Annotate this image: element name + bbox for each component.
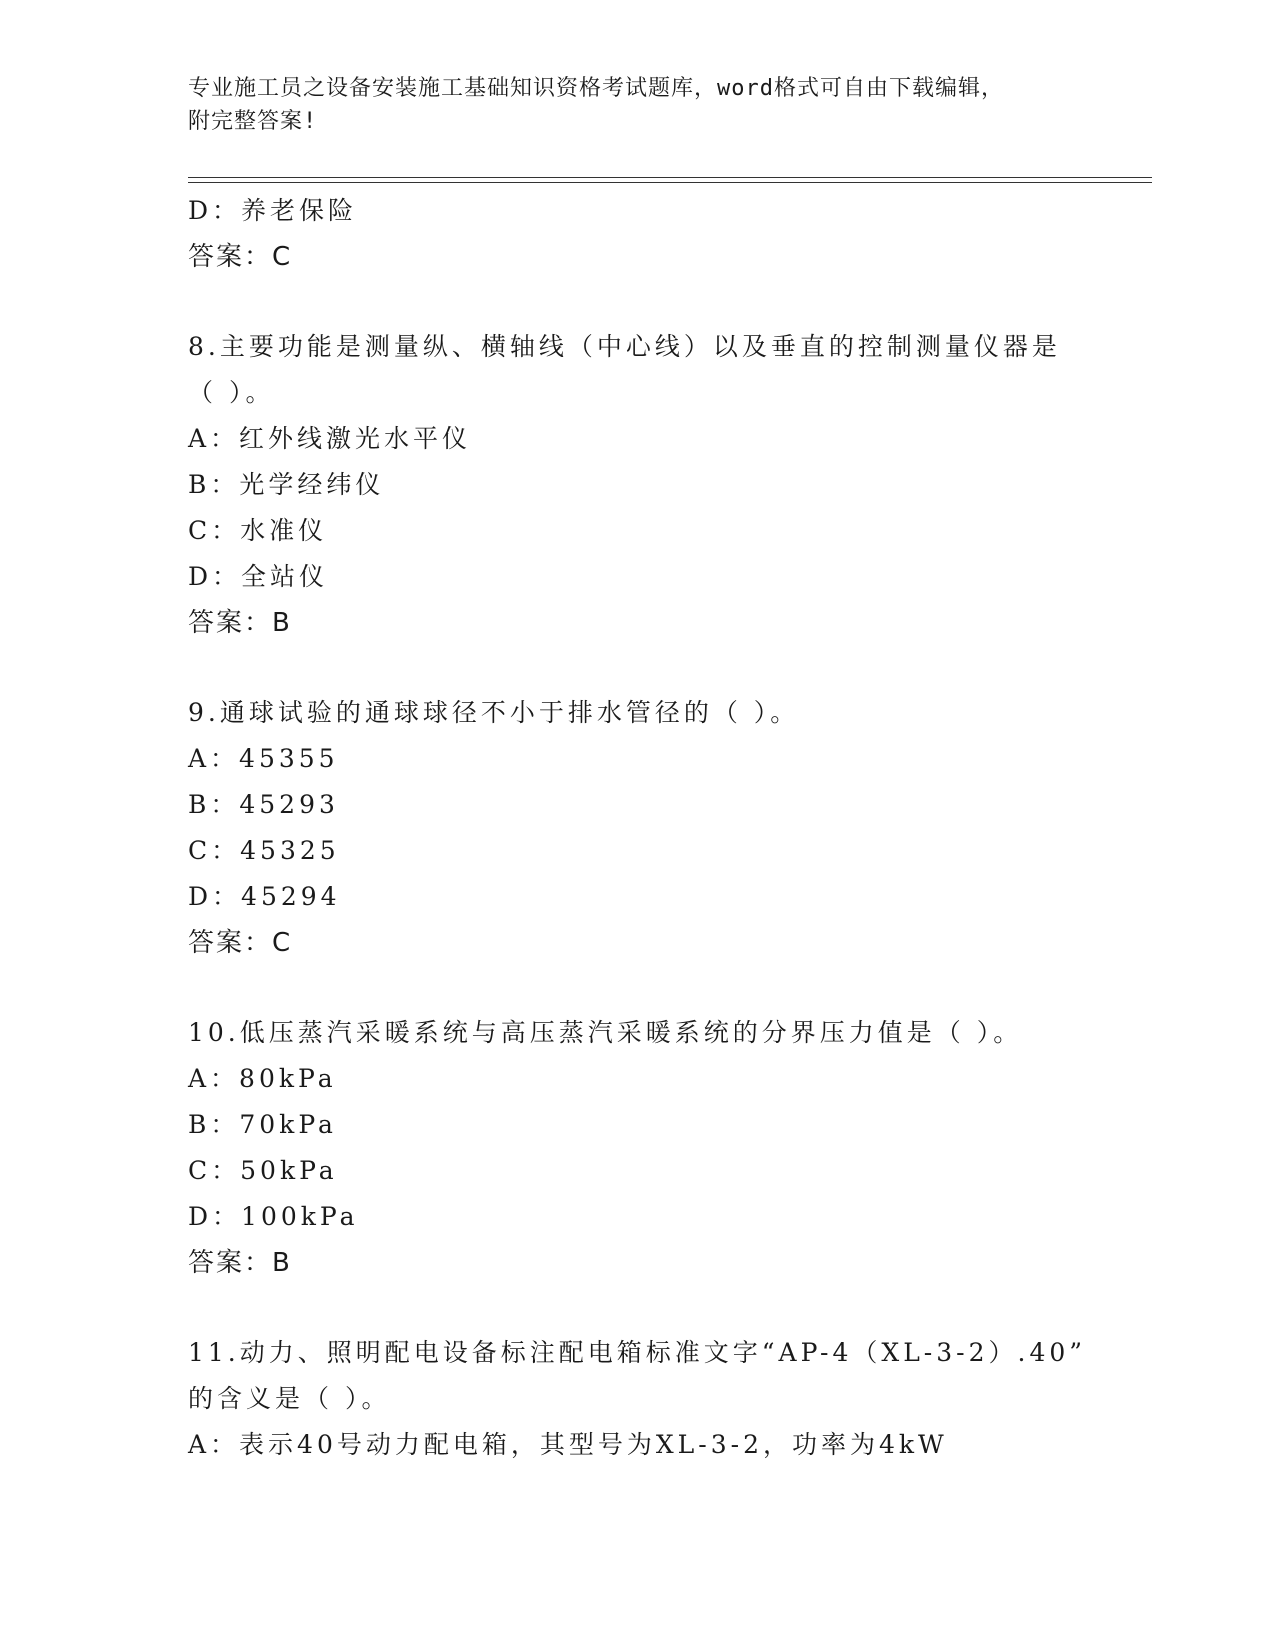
header-line-2: 附完整答案!	[188, 109, 318, 134]
question-11-stem-line-1: 11.动力、照明配电设备标注配电箱标准文字“AP-4（XL-3-2）.40”	[188, 1338, 1087, 1367]
question-8-stem-line-1: 8.主要功能是测量纵、横轴线（中心线）以及垂直的控制测量仪器是	[188, 332, 1061, 361]
question-10-option-d: D：100kPa	[188, 1202, 359, 1231]
question-10-option-c: C：50kPa	[188, 1156, 338, 1185]
question-8-option-b: B：光学经纬仪	[188, 470, 385, 499]
question-8-answer: 答案：B	[188, 608, 292, 638]
spacer	[188, 966, 1088, 1010]
question-11-stem-line-2: 的含义是（ ）。	[188, 1384, 391, 1413]
question-9-stem-line-1: 9.通球试验的通球球径不小于排水管径的（ ）。	[188, 698, 800, 727]
question-10-option-b: B：70kPa	[188, 1110, 337, 1139]
question-8-option-c: C：水准仪	[188, 516, 328, 545]
spacer	[188, 1286, 1088, 1330]
question-9-option-a: A：45355	[188, 744, 339, 773]
question-11-option-a: A：表示40号动力配电箱，其型号为XL-3-2，功率为4kW	[188, 1430, 948, 1459]
question-8-option-d: D：全站仪	[188, 562, 329, 591]
header-rule-top	[188, 177, 1152, 178]
document-header	[188, 72, 1068, 138]
question-9-option-d: D：45294	[188, 882, 341, 911]
spacer	[188, 646, 1088, 690]
header-line-1: 专业施工员之设备安装施工基础知识资格考试题库，word格式可自由下载编辑，	[188, 76, 1004, 101]
header-rule-bottom	[188, 182, 1152, 183]
carryover-answer: 答案：C	[188, 242, 293, 272]
question-9-option-c: C：45325	[188, 836, 340, 865]
question-10-answer: 答案：B	[188, 1248, 292, 1278]
question-9-answer: 答案：C	[188, 928, 293, 958]
question-10-stem-line-1: 10.低压蒸汽采暖系统与高压蒸汽采暖系统的分界压力值是（ ）。	[188, 1018, 1023, 1047]
carryover-option-d: D：养老保险	[188, 196, 358, 225]
question-8-option-a: A：红外线激光水平仪	[188, 424, 472, 453]
spacer	[188, 280, 1088, 324]
question-9-option-b: B：45293	[188, 790, 339, 819]
question-list	[188, 188, 1088, 1468]
question-10-option-a: A：80kPa	[188, 1064, 337, 1093]
question-8-stem-line-2: （ ）。	[188, 378, 275, 407]
